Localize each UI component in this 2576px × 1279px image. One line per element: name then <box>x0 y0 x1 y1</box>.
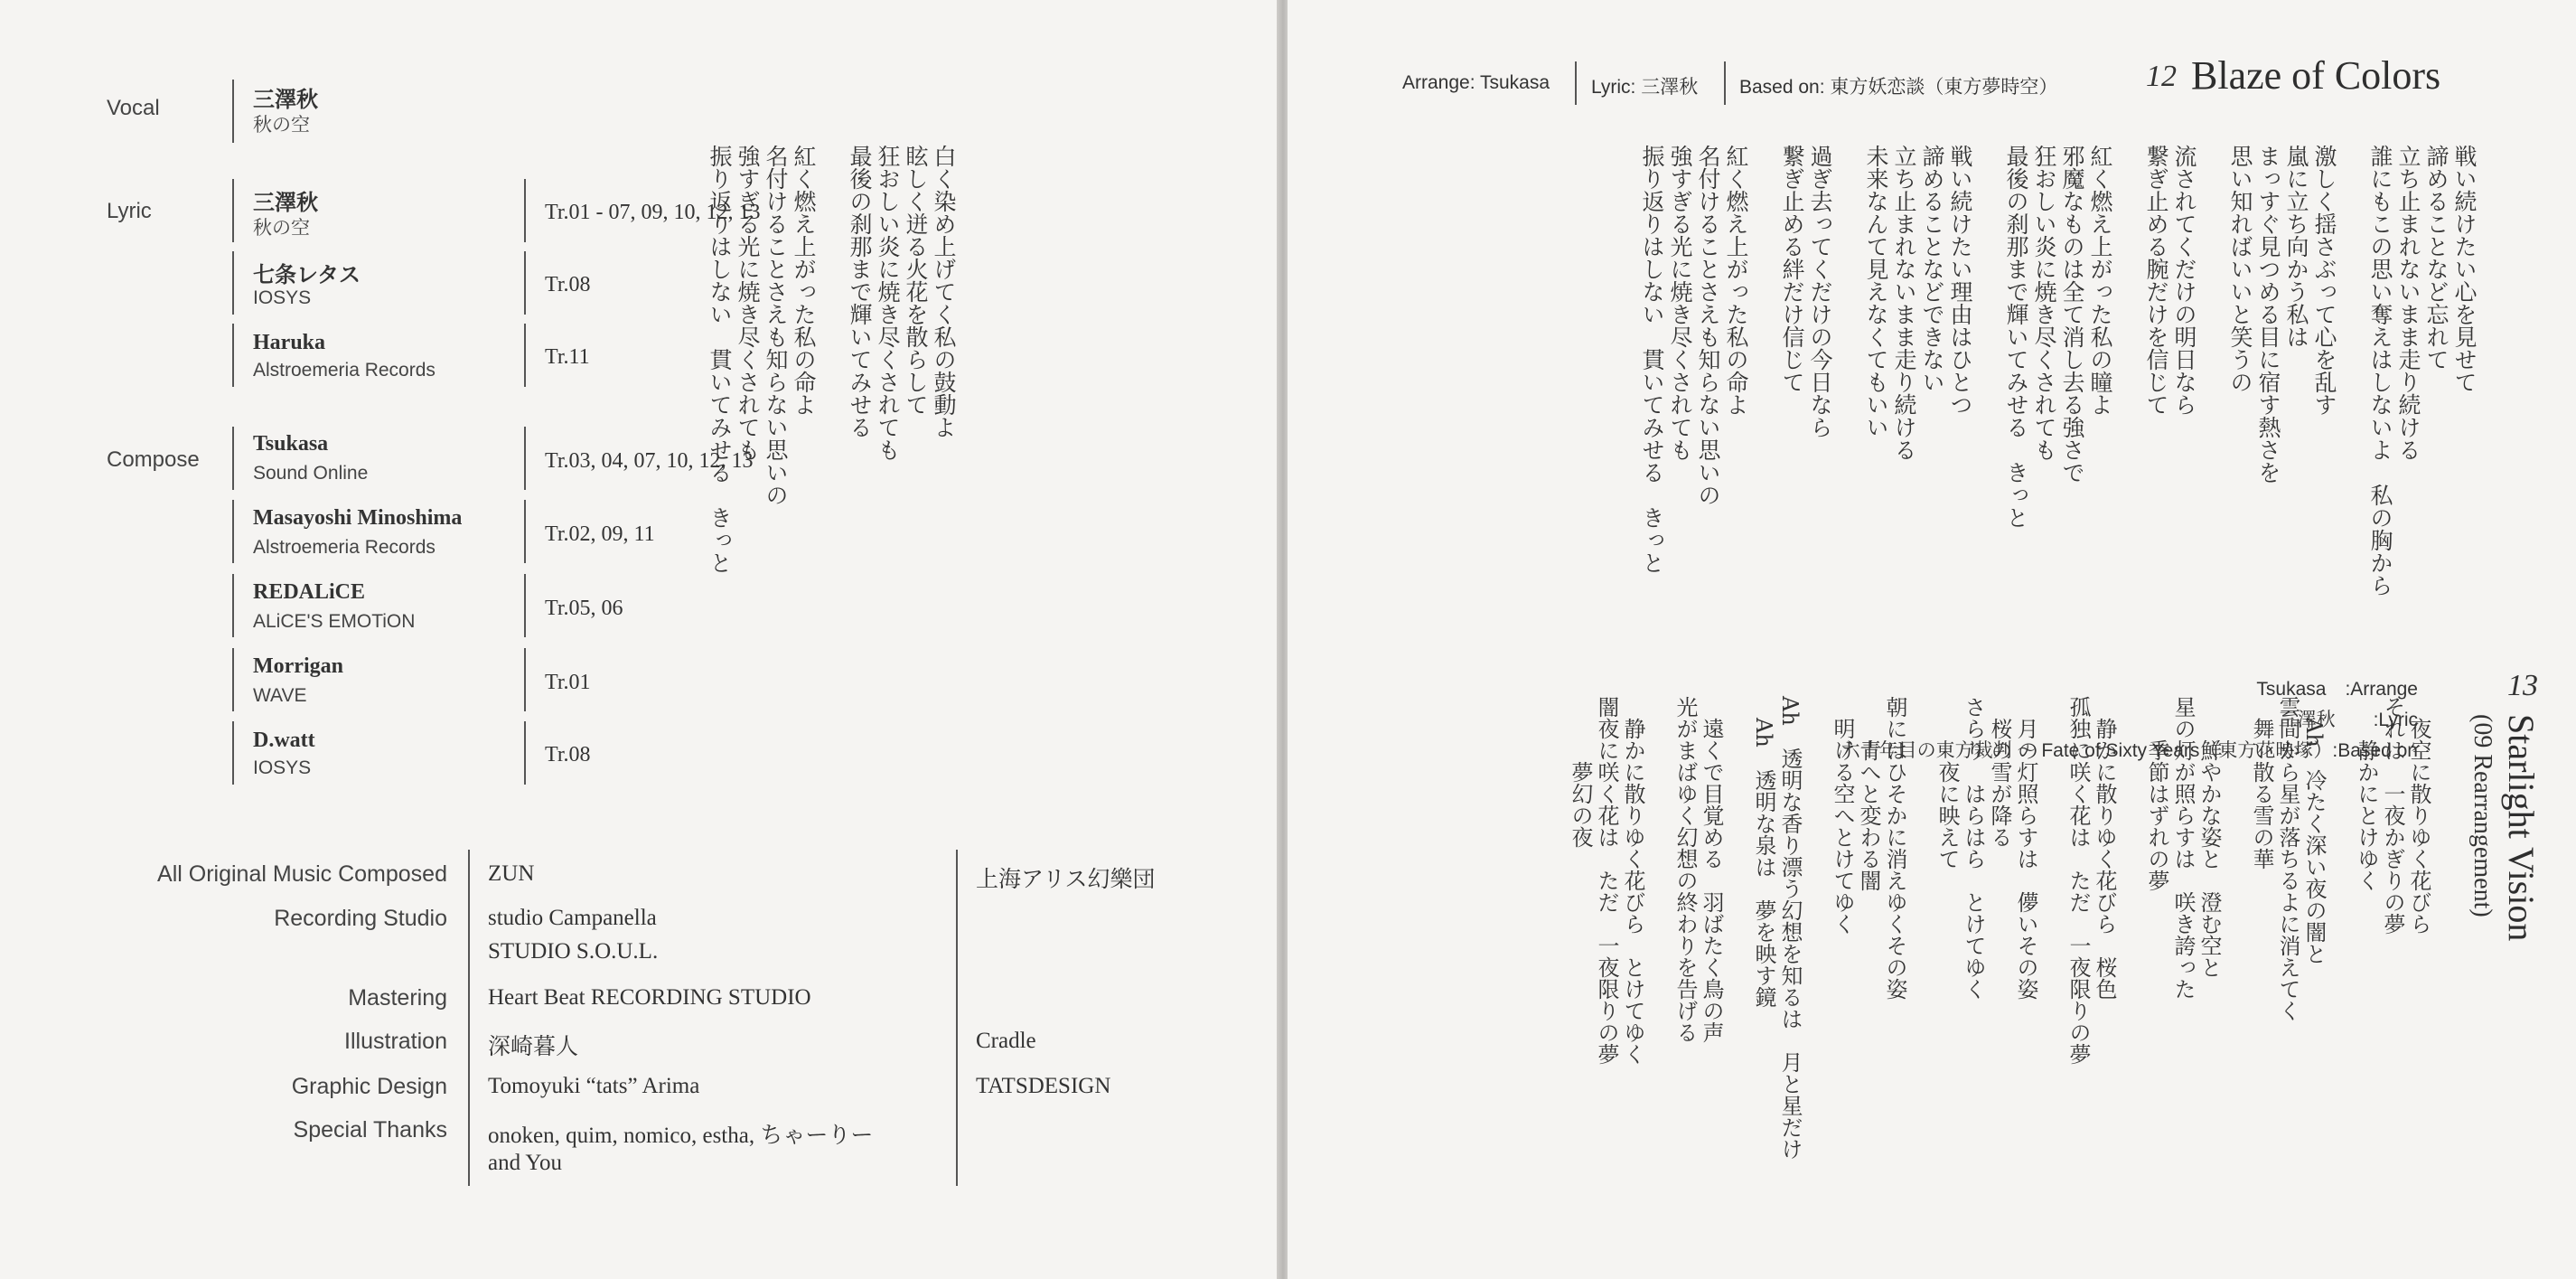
track13-based-on: 六十年目の東方裁判 ～ Fate of Sixty Years（東方花映塚）:Based on <box>1841 740 2418 761</box>
right-page <box>1288 0 2576 1279</box>
credit-label: Mastering <box>348 985 447 1011</box>
lyric-track-divider-2 <box>524 251 526 315</box>
lyric-line: 戦い続けたい心を見せて <box>2451 145 2478 393</box>
composer-tracks: Tr.03, 04, 07, 10, 12, 13 <box>545 449 754 473</box>
lyric-line: 夜空に散りゆく花びら <box>2406 696 2431 935</box>
lyric-line: 繋ぎ止める腕だけを信じて <box>2143 145 2169 416</box>
lyric-line: まっすぐ見つめる目に宿す熱さを <box>2255 145 2281 484</box>
lyric-line: さらり はらはら とけてゆく <box>1961 696 1986 1000</box>
lyric-line: 最後の刹那まで輝いてみせる きっと <box>2003 145 2029 529</box>
lyric-line <box>1750 145 1778 597</box>
compose-track-divider-4 <box>524 648 526 711</box>
compose-divider-5 <box>232 721 234 785</box>
lyric-track-divider-1 <box>524 179 526 242</box>
lyric-name: 三澤秋 <box>253 192 318 215</box>
lyric-line: 闇夜に咲く花は ただ 一夜限りの夢 <box>1594 696 1619 1065</box>
lyric-line: それは 一夜かぎりの夢 <box>2380 696 2405 935</box>
track13-lyrics <box>1567 696 2431 1160</box>
track12-title: Blaze of Colors <box>2191 53 2441 98</box>
lyric-line <box>1907 696 1934 1160</box>
compose-divider-3 <box>232 574 234 637</box>
lyric-line: 光がまばゆく幻想の終わりを告げる <box>1672 696 1698 1043</box>
left-page <box>0 0 1279 1279</box>
lyric-line: 名付けることさえも知らない思いの <box>1695 145 1721 506</box>
composer-name: Tsukasa <box>253 432 329 456</box>
credit-value: studio Campanella <box>488 906 657 930</box>
track13-lyric: 三澤秋 :Lyric <box>2278 710 2418 730</box>
compose-label: Compose <box>107 447 200 472</box>
lyric-line: 振り返りはしない 貫いてみせる きっと <box>1639 145 1665 574</box>
lyric-line <box>1834 145 1862 597</box>
track12-arrange: Arrange: Tsukasa <box>1402 72 1550 93</box>
lyric-line <box>1803 696 1829 1160</box>
lyric-line: 未来なんて見えなくてもいい <box>1863 145 1889 438</box>
lyric-line: 立ち止まれないまま走り続ける <box>1891 145 1917 461</box>
compose-divider-2 <box>232 500 234 563</box>
lyric-tracks: Tr.01 - 07, 09, 10, 12, 13 <box>545 201 761 224</box>
composer-name: D.watt <box>253 729 315 752</box>
lyric-line: 立ち止まれないまま走り続ける <box>2395 145 2421 461</box>
lyric-line <box>2338 145 2366 597</box>
lyric-group: IOSYS <box>253 287 312 308</box>
lyric-line: Ah 透明な泉は 夢を映す鏡 <box>1751 696 1776 1008</box>
lyric-line: 紅く燃え上がった私の瞳よ <box>2087 145 2113 416</box>
compose-track-divider-2 <box>524 500 526 563</box>
track13-subtitle: (09 Rearrangement) <box>2468 714 2496 917</box>
lyric-line: 強すぎる光に焼き尽くされても <box>735 145 761 461</box>
credit-label: Illustration <box>344 1029 447 1054</box>
credit-value: Tomoyuki “tats” Arima <box>488 1074 700 1098</box>
lyric-line: 戦い続けたい理由はひとつ <box>1947 145 1973 416</box>
lyric-line: 振り返りはしない 貫いてみせる きっと <box>707 145 733 574</box>
lyric-line <box>2327 696 2353 1160</box>
credit-label: Recording Studio <box>274 906 447 931</box>
lyric-tracks: Tr.11 <box>545 345 590 369</box>
track12-lyrics <box>1638 145 2478 597</box>
lyric-divider-3 <box>232 324 234 387</box>
credit-value: Heart Beat RECORDING STUDIO <box>488 985 811 1010</box>
vocal-divider <box>232 80 234 143</box>
lyric-line <box>2222 696 2248 1160</box>
composer-name: Morrigan <box>253 654 343 678</box>
lyric-label: Lyric <box>107 199 152 223</box>
lyric-line: 朝にはひそかに消えゆくその姿 <box>1882 696 1907 1000</box>
lyric-line: 紅く燃え上がった私の命よ <box>791 145 817 416</box>
lyric-line: Ah 透明な香り漂う幻想を知るは 月と星だけ <box>1777 696 1803 1160</box>
composer-group: Alstroemeria Records <box>253 537 436 558</box>
compose-divider-4 <box>232 648 234 711</box>
credit-label: Special Thanks <box>293 1117 447 1143</box>
lyric-line <box>1645 696 1672 1160</box>
track12-based-on: Based on: 東方妖恋談（東方夢時空） <box>1739 77 2058 98</box>
track12-number: 12 <box>2146 60 2177 93</box>
vocal-name: 三澤秋 <box>253 89 318 112</box>
lyric-line: 鮮やかな姿と 澄む空と <box>2197 696 2222 978</box>
lyric-line: 静かにとけゆく <box>2354 696 2379 891</box>
credit-org: 上海アリス幻樂団 <box>976 868 1156 892</box>
composer-tracks: Tr.05, 06 <box>545 597 623 620</box>
lyric-line: 狂おしい炎に焼き尽くされても <box>2031 145 2057 461</box>
composer-group: IOSYS <box>253 757 312 778</box>
lyric-line: 強すぎる光に焼き尽くされても <box>1667 145 1693 461</box>
lyric-name: Haruka <box>253 331 326 354</box>
lyric-line: 諦めることなどできない <box>1919 145 1945 393</box>
lyric-line <box>2038 696 2065 1160</box>
lyric-line: 孤独に咲く花は ただ 一夜限りの夢 <box>2065 696 2091 1065</box>
left-lyrics <box>706 145 958 574</box>
lyric-line <box>2198 145 2226 597</box>
lyric-divider-1 <box>232 179 234 242</box>
lyric-line: 季節はずれの夢 <box>2144 696 2169 891</box>
lyric-line: 夜に映えて <box>1934 696 1960 870</box>
composer-group: WAVE <box>253 685 307 706</box>
composer-group: Sound Online <box>253 463 369 484</box>
lyric-line: 狂おしい炎に焼き尽くされても <box>875 145 901 461</box>
track13-arrange: Tsukasa :Arrange <box>2256 679 2418 700</box>
lyric-line: 思い知ればいいと笑うの <box>2227 145 2253 393</box>
lyric-line: 桜の雪が降る <box>1987 696 2012 848</box>
lyric-line: 名付けることさえも知らない思いの <box>763 145 789 506</box>
lyric-track-divider-3 <box>524 324 526 387</box>
lyric-line: 繋ぎ止める絆だけ信じて <box>1779 145 1805 393</box>
lyric-line: 遠くで目覚める 羽ばたく鳥の声 <box>1699 696 1724 1043</box>
lyric-line: 過ぎ去ってくだけの今日なら <box>1807 145 1833 438</box>
composer-tracks: Tr.01 <box>545 671 591 694</box>
lyric-line: 雲間から星が落ちるよに消えてく <box>2275 696 2300 1021</box>
lyric-line: Ah 冷たく深い夜の闇と <box>2301 696 2327 964</box>
credit-org: TATSDESIGN <box>976 1074 1111 1098</box>
lyric-line: 誰にもこの思い奪えはしないよ 私の胸から <box>2367 145 2393 597</box>
lyric-line: 流されてくだけの明日なら <box>2171 145 2197 416</box>
track12-header-divider-2 <box>1724 61 1726 105</box>
lyric-line: 夢幻の夜 <box>1568 696 1593 848</box>
vocal-label: Vocal <box>107 96 160 120</box>
track13-title: Starlight Vision <box>2501 714 2542 942</box>
composer-name: Masayoshi Minoshima <box>253 506 463 530</box>
credit-label: Graphic Design <box>291 1074 447 1099</box>
credits-divider-left <box>468 850 470 1186</box>
lyric-line: 舞い散る雪の華 <box>2249 696 2274 870</box>
credit-value: 深崎暮人 <box>488 1035 579 1059</box>
lyric-line <box>2114 145 2142 597</box>
lyric-name: 七条レタス <box>253 264 361 287</box>
lyric-line: 紅く燃え上がった私の命よ <box>1723 145 1749 416</box>
credits-divider-right <box>956 850 958 1186</box>
credit-label: All Original Music Composed <box>157 861 447 887</box>
composer-name: REDALiCE <box>253 580 366 604</box>
track12-header-divider-1 <box>1575 61 1577 105</box>
lyric-tracks: Tr.08 <box>545 273 591 296</box>
lyric-line: 明ける空へとけてゆく <box>1830 696 1855 935</box>
lyric-line: 白く染め上げてく私の鼓動よ <box>931 145 957 438</box>
compose-track-divider-1 <box>524 427 526 490</box>
lyric-line: 眩しく迸る火花を散らして <box>903 145 929 416</box>
lyric-line <box>1974 145 2002 597</box>
lyric-line: 諦めることなど忘れて <box>2423 145 2450 371</box>
vocal-group: 秋の空 <box>253 115 310 136</box>
credit-value-2: and You <box>488 1151 562 1175</box>
lyric-line: 星の灯が照らすは 咲き誇った <box>2170 696 2196 1000</box>
lyric-line <box>2117 696 2143 1160</box>
composer-group: ALiCE'S EMOTiON <box>253 611 416 632</box>
lyric-divider-2 <box>232 251 234 315</box>
track13-number: 13 <box>2507 669 2538 702</box>
composer-tracks: Tr.08 <box>545 743 591 766</box>
compose-track-divider-5 <box>524 721 526 785</box>
lyric-line: 青へと変わる闇 <box>1856 696 1881 891</box>
credit-value: onoken, quim, nomico, estha, ちゃーりー <box>488 1124 874 1148</box>
lyric-line: 静かに散りゆく花びら 桜色 <box>2092 696 2117 1000</box>
credit-value: ZUN <box>488 861 535 886</box>
composer-tracks: Tr.02, 09, 11 <box>545 522 655 546</box>
lyric-line: 激しく揺さぶって心を乱す <box>2311 145 2337 416</box>
lyric-line: 嵐に立ち向かう私は <box>2283 145 2309 348</box>
lyric-line: 月の灯照らすは 儚いその姿 <box>2013 696 2038 1000</box>
lyric-line: 邪魔なものは全て消し去る強さで <box>2059 145 2085 484</box>
lyric-group: Alstroemeria Records <box>253 360 436 381</box>
credit-org: Cradle <box>976 1029 1036 1053</box>
lyric-group: 秋の空 <box>253 218 310 239</box>
lyric-line: 静かに散りゆく花びら とけてゆく <box>1620 696 1645 1065</box>
compose-track-divider-3 <box>524 574 526 637</box>
compose-divider-1 <box>232 427 234 490</box>
credit-value-2: STUDIO S.O.U.L. <box>488 939 659 964</box>
lyric-line <box>818 145 846 574</box>
track12-lyric: Lyric: 三澤秋 <box>1591 77 1699 98</box>
lyric-line: 最後の刹那まで輝いてみせる <box>847 145 873 438</box>
lyric-line <box>1724 696 1750 1160</box>
